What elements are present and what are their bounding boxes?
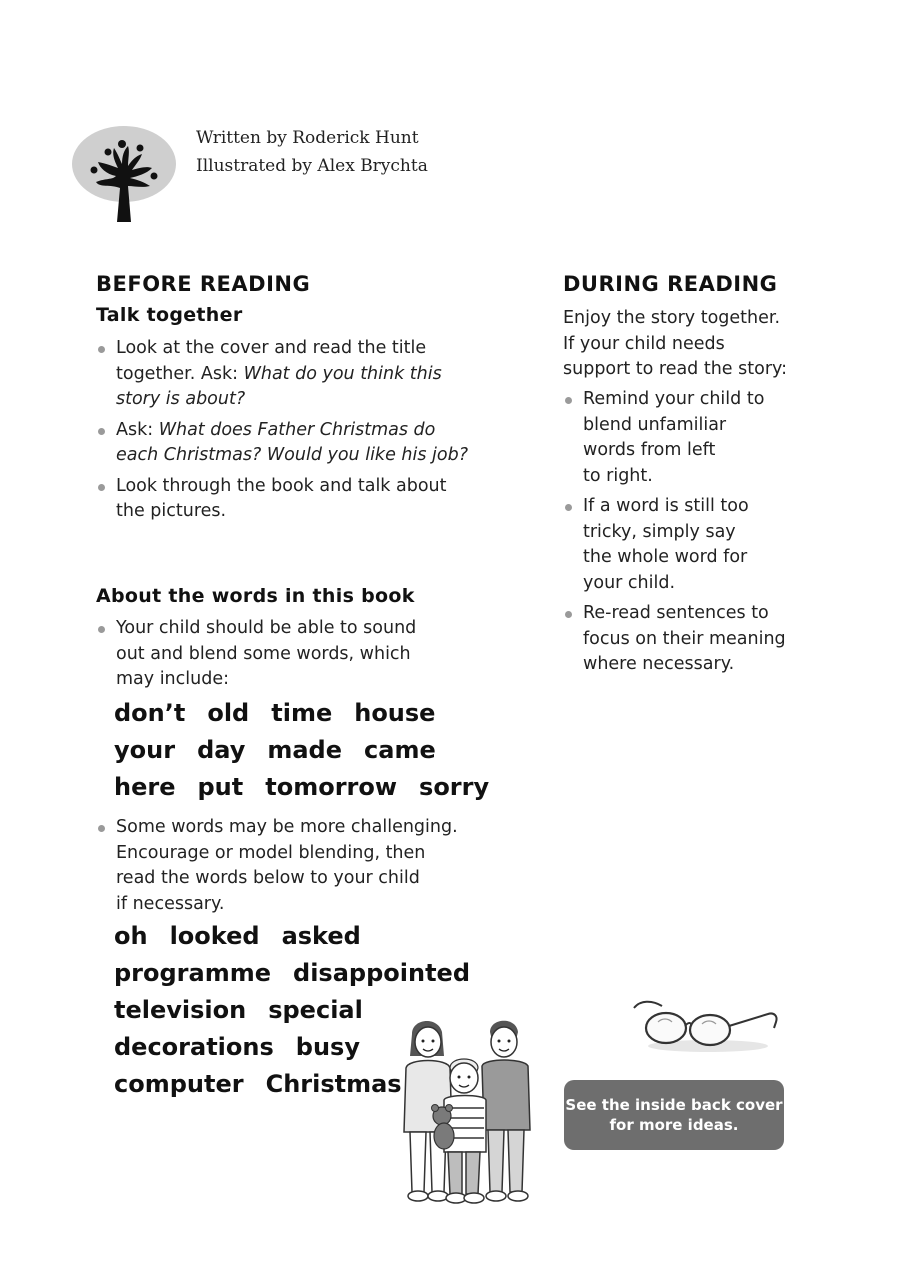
list-item-line: if necessary. <box>116 893 225 914</box>
list-item-line: blend unfamiliar <box>583 414 727 435</box>
about-words-heading: About the words in this book <box>96 585 415 607</box>
list-item <box>96 815 516 917</box>
word: tomorrow <box>265 773 398 801</box>
list-item-line: your child. <box>583 572 676 593</box>
word-row <box>114 955 492 992</box>
list-item-line: Encourage or model blending, then <box>116 842 426 863</box>
intro-line: If your child needs <box>563 333 725 354</box>
list-item-line: to right. <box>583 465 653 486</box>
talk-together-subheading: Talk together <box>96 304 243 326</box>
during-reading-list <box>563 387 863 683</box>
word-row <box>114 732 511 769</box>
list-item <box>96 474 516 525</box>
word: oh <box>114 922 148 950</box>
list-item <box>563 601 863 678</box>
list-item-line: the whole word for <box>583 547 748 567</box>
before-reading-heading: BEFORE READING <box>96 272 311 296</box>
list-item-line: Look through the book and talk about <box>116 475 447 496</box>
word: old <box>207 699 250 727</box>
list-item <box>563 387 863 489</box>
callout-line-2: for more ideas. <box>609 1116 739 1134</box>
before-reading-list <box>96 336 516 530</box>
list-item <box>96 616 516 693</box>
word: programme <box>114 959 272 987</box>
about-words-list-2 <box>96 815 516 922</box>
intro-line: Enjoy the story together. <box>563 308 781 328</box>
list-item-italic: What do you think this <box>243 363 442 384</box>
children-illustration <box>398 1012 538 1208</box>
word: looked <box>169 922 260 950</box>
inside-back-cover-callout <box>564 1080 784 1150</box>
list-item-line: out and blend some words, which <box>116 643 411 664</box>
list-item-ask: Ask: <box>116 419 159 440</box>
list-item-line: words from left <box>583 440 716 460</box>
word: don’t <box>114 699 186 727</box>
word: here <box>114 773 176 801</box>
illustrator-credit: Illustrated by Alex Brychta <box>196 156 428 176</box>
list-item <box>563 494 863 596</box>
list-item <box>96 336 516 413</box>
list-item-line: Some words may be more challenging. <box>116 817 458 837</box>
word: disappointed <box>293 959 470 987</box>
list-item-line: Your child should be able to sound <box>116 618 417 638</box>
word: television <box>114 996 247 1024</box>
list-item-line: tricky, simply say <box>583 521 736 542</box>
word: Christmas <box>265 1070 402 1098</box>
list-item-line: read the words below to your child <box>116 868 420 888</box>
word: day <box>197 736 246 764</box>
word: your <box>114 736 176 764</box>
credits <box>196 124 428 180</box>
list-item-line: Look at the cover and read the title <box>116 338 427 358</box>
list-item-line: Re-read sentences to <box>583 603 769 623</box>
word: computer <box>114 1070 244 1098</box>
word: busy <box>295 1033 360 1061</box>
word: put <box>197 773 244 801</box>
list-item-italic: story is about? <box>116 389 246 409</box>
word: sorry <box>419 773 490 801</box>
decodable-words <box>114 695 511 806</box>
callout-line-1: See the inside back cover <box>565 1096 783 1114</box>
word: house <box>354 699 436 727</box>
tree-icon <box>70 122 178 224</box>
list-item-line: may include: <box>116 669 229 689</box>
list-item-line: Remind your child to <box>583 389 765 409</box>
list-item-line: together. Ask: <box>116 363 244 384</box>
list-item-line: focus on their meaning <box>583 628 786 649</box>
about-words-list-1 <box>96 616 516 698</box>
author-credit: Written by Roderick Hunt <box>196 128 419 148</box>
word: time <box>271 699 333 727</box>
word-row <box>114 695 511 732</box>
list-item-italic: each Christmas? Would you like his job? <box>116 445 468 465</box>
during-reading-heading: DURING READING <box>563 272 778 296</box>
during-reading-intro <box>563 306 787 383</box>
word: decorations <box>114 1033 274 1061</box>
word: came <box>364 736 436 764</box>
word: made <box>267 736 343 764</box>
list-item <box>96 418 516 469</box>
list-item-line: If a word is still too <box>583 496 749 516</box>
intro-line: support to read the story: <box>563 359 787 379</box>
list-item-line: where necessary. <box>583 654 735 674</box>
list-item-italic: What does Father Christmas do <box>158 419 436 440</box>
word: asked <box>281 922 361 950</box>
word-row <box>114 769 511 806</box>
word-row <box>114 918 492 955</box>
list-item-line: the pictures. <box>116 501 227 521</box>
glasses-icon <box>628 992 784 1056</box>
word: special <box>268 996 363 1024</box>
